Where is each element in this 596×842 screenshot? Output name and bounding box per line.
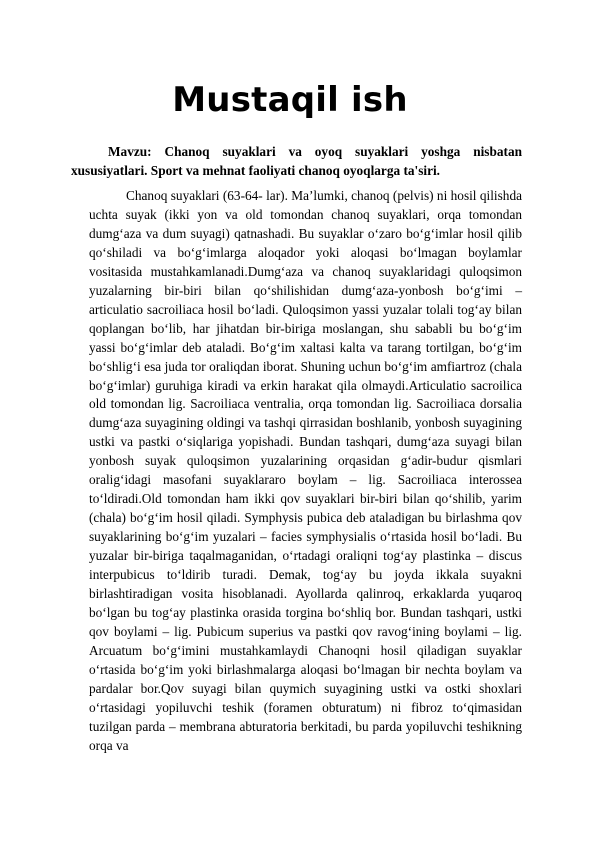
page-title: Mustaqil ish	[172, 80, 408, 120]
body-paragraph: Chanoq suyaklari (63-64- lar). Ma’lumki, chanoq (pelvis) ni hosil qilishda uchta suyak (ikki yon va old tomondan chanoq suyaklari, orqa tomondan dumg‘aza va dum suyagi) qatnashadi. Bu suyaklar o‘zaro bo‘g‘imlar hosil qilib qo‘shiladi va bo‘g‘imlarga aloqador yoki aloqasi bo‘lmagan boylamlar vositasida mustahkamlanadi.Dumg‘aza va chanoq suyaklaridagi quloqsimon yuzalarning bir-biri bilan qo‘shilishidan dumg‘aza-yonbosh bo‘g‘imi – articulatio sacroiliaca hosil bo‘ladi. Quloqsimon yassi yuzalar tolali tog‘ay bilan qoplangan bo‘lib, har jihatdan bir-biriga moslangan, shu sababli bu bo‘g‘im yassi bo‘g‘imlar deb ataladi. Bo‘g‘im xaltasi kalta va tarang tortilgan, bo‘g‘im bo‘shlig‘i esa juda tor oraliqdan iborat. Shuning uchun bo‘g‘im amfiartroz (chala bo‘g‘imlar) guruhiga kiradi va erkin harakat qila olmaydi.Articulatio sacroilica old tomondan lig. Sacroiliaca ventralia, orqa tomondan lig. Sacroiliaca dorsalia dumg‘aza suyagining oldingi va tashqi qirrasidan boshlanib, yonbosh suyagining ustki va pastki o‘siqlariga yopishadi. Bundan tashqari, dumg‘aza suyagi bilan yonbosh suyak quloqsimon yuzalarining orqasidan g‘adir-budur qismlari oralig‘idagi masofani suyaklararo boylam – lig. Sacroiliaca interossea to‘ldiradi.Old tomondan ham ikki qov suyaklari bir-biri bilan qo‘shilib, yarim (chala) bo‘g‘im hosil qiladi. Symphysis pubica deb ataladigan bu birlashma qov suyaklarining bo‘g‘im yuzalari – facies symphysialis o‘rtasida hosil bo‘ladi. Bu yuzalar bir-biriga taqalmaganidan, o‘rtadagi oraliqni tog‘ay plastinka – discus interpubicus to‘ldirib turadi. Demak, tog‘ay bu joyda ikkala suyakni birlashtiradigan vosita hisoblanadi. Ayollarda qalinroq, erkaklarda yuqaroq bo‘lgan bu tog‘ay plastinka orasida torgina bo‘shliq bor. Bundan tashqari, ustki qov boylami – lig. Pubicum superius va pastki qov ravog‘ining boylami – lig. Arcuatum bo‘g‘imini mustahkamlaydi Chanoqni hosil qiladigan suyaklar o‘rtasida bo‘g‘im yoki birlashmalarga aloqasi bo‘lmagan bir nechta boylam va pardalar bor.Qov suyagi bilan quymich suyagining ustki va ostki shoxlari o‘rtasidagi yopiluvchi teshik (foramen obturatum) ni fibroz to‘qimasidan tuzilgan parda – membrana abturatoria berkitadi, bu parda yopiluvchi teshikning orqa va	[89, 188, 522, 753]
topic-heading: Mavzu: Chanoq suyaklari va oyoq suyaklari yoshga nisbatan xususiyatlari. Sport va mehnat faoliyati chanoq oyoqlarga ta'siri.	[71, 144, 522, 178]
